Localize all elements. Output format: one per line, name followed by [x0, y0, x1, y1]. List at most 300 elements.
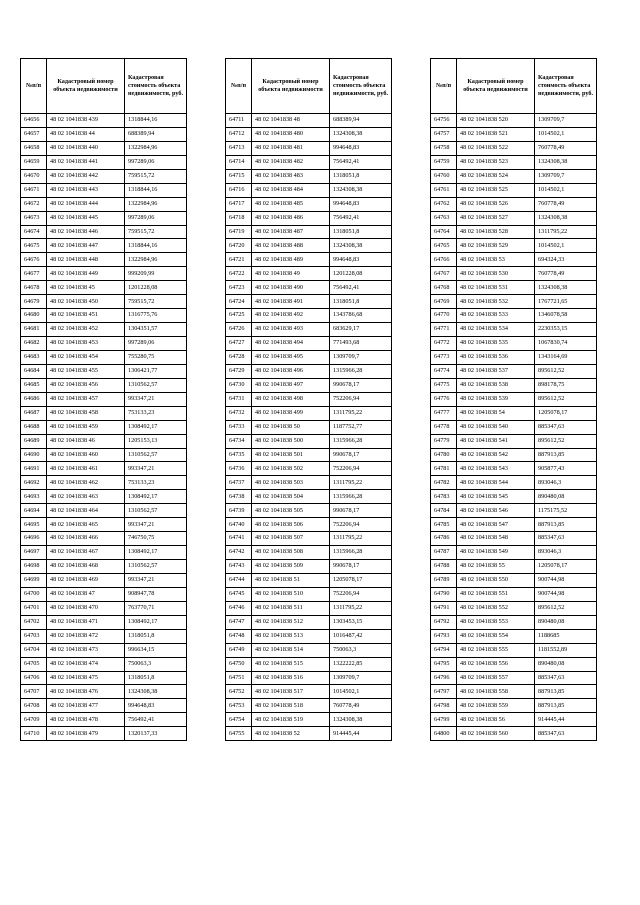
table-row	[226, 671, 392, 685]
table-row	[21, 601, 187, 615]
cell-num: 64760	[431, 169, 457, 183]
table-row	[21, 211, 187, 225]
cell-cost: 900744,98	[535, 573, 597, 587]
cell-num: 64659	[21, 155, 47, 169]
table-row	[431, 253, 597, 267]
cell-num: 64757	[431, 127, 457, 141]
cell-num: 64789	[431, 573, 457, 587]
cell-cadnum: 48 02 1041838 486	[252, 211, 330, 225]
table-row	[226, 295, 392, 309]
cell-cost: 1311795,22	[330, 476, 392, 490]
cell-num: 64730	[226, 378, 252, 392]
cell-num: 64657	[21, 127, 47, 141]
cell-num: 64699	[21, 573, 47, 587]
cell-cadnum: 48 02 1041838 451	[47, 309, 125, 323]
cell-cadnum: 48 02 1041838 492	[252, 309, 330, 323]
cell-cadnum: 48 02 1041838 491	[252, 295, 330, 309]
cell-cadnum: 48 02 1041838 471	[47, 615, 125, 629]
cell-cost: 1306421,77	[125, 364, 187, 378]
cell-cost: 1346078,58	[535, 309, 597, 323]
table-row	[21, 281, 187, 295]
cell-cadnum: 48 02 1041838 536	[457, 350, 535, 364]
cell-cadnum: 48 02 1041838 559	[457, 699, 535, 713]
cell-cost: 2230353,15	[535, 323, 597, 337]
table-row	[226, 490, 392, 504]
cell-cost: 1187752,77	[330, 420, 392, 434]
cell-cadnum: 48 02 1041838 545	[457, 490, 535, 504]
cell-cadnum: 48 02 1041838 468	[47, 560, 125, 574]
cell-num: 64773	[431, 350, 457, 364]
cell-cadnum: 48 02 1041838 516	[252, 671, 330, 685]
cell-cost: 753133,23	[125, 476, 187, 490]
cell-cadnum: 48 02 1041838 509	[252, 560, 330, 574]
table-row	[431, 378, 597, 392]
cell-cadnum: 48 02 1041838 531	[457, 281, 535, 295]
cell-cadnum: 48 02 1041838 494	[252, 337, 330, 351]
table-row	[21, 350, 187, 364]
cell-cadnum: 48 02 1041838 478	[47, 713, 125, 727]
table-row	[21, 615, 187, 629]
cell-cost: 999209,99	[125, 267, 187, 281]
cell-num: 64720	[226, 239, 252, 253]
cell-num: 64781	[431, 462, 457, 476]
cell-num: 64671	[21, 183, 47, 197]
cell-cadnum: 48 02 1041838 510	[252, 587, 330, 601]
table-row	[226, 629, 392, 643]
cell-cadnum: 48 02 1041838 480	[252, 127, 330, 141]
cell-num: 64746	[226, 601, 252, 615]
table-header-row	[226, 59, 392, 114]
table-row	[21, 727, 187, 741]
cell-num: 64737	[226, 476, 252, 490]
cell-num: 64688	[21, 420, 47, 434]
cell-num: 64681	[21, 323, 47, 337]
cell-num: 64715	[226, 169, 252, 183]
cell-cadnum: 48 02 1041838 450	[47, 295, 125, 309]
cell-cadnum: 48 02 1041838 528	[457, 225, 535, 239]
cell-cadnum: 48 02 1041838 55	[457, 560, 535, 574]
table-row	[431, 420, 597, 434]
cell-cost: 887913,85	[535, 518, 597, 532]
cell-cadnum: 48 02 1041838 444	[47, 197, 125, 211]
cell-cost: 1309709,7	[535, 169, 597, 183]
table-row	[431, 114, 597, 128]
cell-num: 64750	[226, 657, 252, 671]
cell-cost: 750063,3	[330, 643, 392, 657]
cell-cadnum: 48 02 1041838 549	[457, 546, 535, 560]
cell-num: 64703	[21, 629, 47, 643]
cell-cost: 1310562,57	[125, 448, 187, 462]
cell-cost: 895612,52	[535, 392, 597, 406]
cell-cadnum: 48 02 1041838 543	[457, 462, 535, 476]
cell-cost: 753133,23	[125, 406, 187, 420]
cell-num: 64759	[431, 155, 457, 169]
cell-cost: 1205153,13	[125, 434, 187, 448]
table-row	[431, 587, 597, 601]
cell-num: 64799	[431, 713, 457, 727]
cell-cost: 1318051,8	[330, 169, 392, 183]
cell-num: 64727	[226, 337, 252, 351]
cell-cadnum: 48 02 1041838 515	[252, 657, 330, 671]
cell-num: 64755	[226, 727, 252, 741]
cell-num: 64733	[226, 420, 252, 434]
cell-cadnum: 48 02 1041838 458	[47, 406, 125, 420]
cell-cost: 914445,44	[535, 713, 597, 727]
cell-cadnum: 48 02 1041838 512	[252, 615, 330, 629]
cell-num: 64780	[431, 448, 457, 462]
table-row	[431, 615, 597, 629]
table-row	[21, 364, 187, 378]
cell-cadnum: 48 02 1041838 525	[457, 183, 535, 197]
cell-cost: 890480,08	[535, 490, 597, 504]
table-row	[21, 337, 187, 351]
table-row	[21, 253, 187, 267]
cell-cadnum: 48 02 1041838 461	[47, 462, 125, 476]
cell-cost: 760778,49	[535, 197, 597, 211]
cell-cost: 1067830,74	[535, 337, 597, 351]
table-row	[226, 323, 392, 337]
table-row	[431, 727, 597, 741]
cell-cadnum: 48 02 1041838 544	[457, 476, 535, 490]
table-row	[226, 239, 392, 253]
cell-cadnum: 48 02 1041838 489	[252, 253, 330, 267]
cell-num: 64680	[21, 309, 47, 323]
table-row	[431, 560, 597, 574]
cell-cost: 752206,94	[330, 587, 392, 601]
cell-cadnum: 48 02 1041838 507	[252, 532, 330, 546]
cell-cost: 890480,08	[535, 615, 597, 629]
cell-num: 64736	[226, 462, 252, 476]
cell-cadnum: 48 02 1041838 554	[457, 629, 535, 643]
header-cost: Кадастровая стоимость объекта недвижимости, руб.	[125, 59, 187, 114]
cell-cost: 1322984,96	[125, 253, 187, 267]
cell-cost: 1309709,7	[535, 114, 597, 128]
table-row	[226, 462, 392, 476]
table-body	[21, 114, 187, 741]
cell-num: 64686	[21, 392, 47, 406]
cell-num: 64747	[226, 615, 252, 629]
cell-cadnum: 48 02 1041838 493	[252, 323, 330, 337]
cell-cadnum: 48 02 1041838 551	[457, 587, 535, 601]
cell-cadnum: 48 02 1041838 537	[457, 364, 535, 378]
cell-num: 64695	[21, 518, 47, 532]
cell-cadnum: 48 02 1041838 520	[457, 114, 535, 128]
cell-cost: 1767721,65	[535, 295, 597, 309]
table-row	[226, 518, 392, 532]
cell-cadnum: 48 02 1041838 462	[47, 476, 125, 490]
cell-cost: 1309709,7	[330, 671, 392, 685]
cell-cadnum: 48 02 1041838 558	[457, 685, 535, 699]
cell-cadnum: 48 02 1041838 495	[252, 350, 330, 364]
cell-cost: 1322984,96	[125, 197, 187, 211]
table-row	[431, 490, 597, 504]
cell-cost: 760778,49	[330, 699, 392, 713]
cadastre-table-2	[225, 58, 392, 741]
table-row	[431, 309, 597, 323]
cell-cadnum: 48 02 1041838 51	[252, 573, 330, 587]
cell-num: 64770	[431, 309, 457, 323]
cell-cost: 1318844,16	[125, 183, 187, 197]
cell-cost: 993347,21	[125, 518, 187, 532]
cell-cadnum: 48 02 1041838 553	[457, 615, 535, 629]
cell-cost: 993347,21	[125, 392, 187, 406]
cell-cadnum: 48 02 1041838 481	[252, 141, 330, 155]
cell-num: 64798	[431, 699, 457, 713]
table-row	[226, 337, 392, 351]
table-row	[431, 211, 597, 225]
cell-cadnum: 48 02 1041838 498	[252, 392, 330, 406]
cell-cadnum: 48 02 1041838 454	[47, 350, 125, 364]
cell-cost: 1309709,7	[330, 350, 392, 364]
table-row	[226, 699, 392, 713]
cell-cadnum: 48 02 1041838 548	[457, 532, 535, 546]
table-row	[431, 699, 597, 713]
cell-num: 64711	[226, 114, 252, 128]
cell-cadnum: 48 02 1041838 488	[252, 239, 330, 253]
cell-cadnum: 48 02 1041838 472	[47, 629, 125, 643]
cell-cadnum: 48 02 1041838 557	[457, 671, 535, 685]
table-row	[226, 713, 392, 727]
table-row	[226, 141, 392, 155]
cell-cost: 759515,72	[125, 225, 187, 239]
cell-cost: 752206,94	[330, 518, 392, 532]
table-row	[21, 378, 187, 392]
cell-cost: 1315966,28	[330, 546, 392, 560]
table-header-row	[431, 59, 597, 114]
cell-cost: 1322222,85	[330, 657, 392, 671]
cell-cost: 885347,63	[535, 727, 597, 741]
cell-cadnum: 48 02 1041838 50	[252, 420, 330, 434]
cell-num: 64788	[431, 560, 457, 574]
cell-cost: 756492,41	[330, 211, 392, 225]
cell-num: 64705	[21, 657, 47, 671]
cell-cost: 688389,94	[330, 114, 392, 128]
cell-num: 64774	[431, 364, 457, 378]
cell-cadnum: 48 02 1041838 467	[47, 546, 125, 560]
table-row	[431, 643, 597, 657]
table-row	[21, 155, 187, 169]
cell-cost: 771493,68	[330, 337, 392, 351]
table-row	[226, 364, 392, 378]
cell-cadnum: 48 02 1041838 473	[47, 643, 125, 657]
table-row	[226, 476, 392, 490]
cell-cost: 1205078,17	[535, 560, 597, 574]
cell-cost: 1014502,1	[330, 685, 392, 699]
cell-cost: 1316775,76	[125, 309, 187, 323]
cell-cadnum: 48 02 1041838 499	[252, 406, 330, 420]
table-row	[431, 448, 597, 462]
table-row	[226, 406, 392, 420]
cell-num: 64721	[226, 253, 252, 267]
cell-cadnum: 48 02 1041838 54	[457, 406, 535, 420]
cell-cost: 1205078,17	[330, 573, 392, 587]
cell-cadnum: 48 02 1041838 547	[457, 518, 535, 532]
cell-cost: 1308492,17	[125, 615, 187, 629]
cell-cadnum: 48 02 1041838 541	[457, 434, 535, 448]
table-row	[226, 127, 392, 141]
cell-num: 64786	[431, 532, 457, 546]
table-row	[21, 448, 187, 462]
cell-cost: 1324308,38	[535, 155, 597, 169]
cell-cadnum: 48 02 1041838 517	[252, 685, 330, 699]
cell-num: 64684	[21, 364, 47, 378]
table-row	[226, 267, 392, 281]
cell-cadnum: 48 02 1041838 508	[252, 546, 330, 560]
cell-cost: 997289,06	[125, 337, 187, 351]
table-row	[431, 713, 597, 727]
cell-cadnum: 48 02 1041838 502	[252, 462, 330, 476]
cell-cost: 1318844,16	[125, 114, 187, 128]
cell-num: 64797	[431, 685, 457, 699]
cell-cadnum: 48 02 1041838 534	[457, 323, 535, 337]
cell-num: 64784	[431, 504, 457, 518]
cell-cost: 905877,43	[535, 462, 597, 476]
table-row	[226, 253, 392, 267]
cell-num: 64696	[21, 532, 47, 546]
cell-cost: 752206,94	[330, 462, 392, 476]
header-cost: Кадастровая стоимость объекта недвижимости, руб.	[535, 59, 597, 114]
cell-num: 64678	[21, 281, 47, 295]
cell-cadnum: 48 02 1041838 479	[47, 727, 125, 741]
table-row	[21, 643, 187, 657]
table-row	[226, 587, 392, 601]
cell-cadnum: 48 02 1041838 464	[47, 504, 125, 518]
cell-cadnum: 48 02 1041838 457	[47, 392, 125, 406]
cell-cost: 1322984,96	[125, 141, 187, 155]
cell-cadnum: 48 02 1041838 443	[47, 183, 125, 197]
cell-cadnum: 48 02 1041838 529	[457, 239, 535, 253]
table-row	[226, 657, 392, 671]
cell-num: 64775	[431, 378, 457, 392]
cell-cost: 1304351,57	[125, 323, 187, 337]
cell-num: 64777	[431, 406, 457, 420]
cell-num: 64693	[21, 490, 47, 504]
cell-cadnum: 48 02 1041838 482	[252, 155, 330, 169]
table-row	[226, 183, 392, 197]
cell-num: 64728	[226, 350, 252, 364]
cell-num: 64739	[226, 504, 252, 518]
table-row	[226, 225, 392, 239]
cell-num: 64779	[431, 434, 457, 448]
table-row	[431, 267, 597, 281]
cell-num: 64765	[431, 239, 457, 253]
table-header-row	[21, 59, 187, 114]
cell-cadnum: 48 02 1041838 439	[47, 114, 125, 128]
cell-num: 64748	[226, 629, 252, 643]
cell-cost: 1311795,22	[330, 406, 392, 420]
cell-num: 64783	[431, 490, 457, 504]
cell-num: 64796	[431, 671, 457, 685]
table-row	[21, 267, 187, 281]
cell-cost: 885347,63	[535, 532, 597, 546]
cell-cost: 993347,21	[125, 573, 187, 587]
table-row	[226, 197, 392, 211]
cell-cost: 1311795,22	[330, 601, 392, 615]
cell-cadnum: 48 02 1041838 539	[457, 392, 535, 406]
cell-cadnum: 48 02 1041838 456	[47, 378, 125, 392]
cell-cost: 885347,63	[535, 671, 597, 685]
cell-cadnum: 48 02 1041838 552	[457, 601, 535, 615]
table-row	[431, 183, 597, 197]
cell-cost: 1181552,89	[535, 643, 597, 657]
table-row	[21, 532, 187, 546]
header-num: №п/п	[226, 59, 252, 114]
cell-cadnum: 48 02 1041838 524	[457, 169, 535, 183]
table-row	[21, 309, 187, 323]
cell-cost: 914445,44	[330, 727, 392, 741]
cell-num: 64676	[21, 253, 47, 267]
cell-cost: 994648,83	[330, 253, 392, 267]
cell-num: 64778	[431, 420, 457, 434]
cell-num: 64683	[21, 350, 47, 364]
cell-cadnum: 48 02 1041838 496	[252, 364, 330, 378]
cell-cadnum: 48 02 1041838 46	[47, 434, 125, 448]
cell-num: 64793	[431, 629, 457, 643]
table-row	[431, 281, 597, 295]
cell-cadnum: 48 02 1041838 440	[47, 141, 125, 155]
cell-cadnum: 48 02 1041838 503	[252, 476, 330, 490]
cell-num: 64726	[226, 323, 252, 337]
table-row	[21, 225, 187, 239]
cell-num: 64795	[431, 657, 457, 671]
cell-cost: 1324308,38	[125, 685, 187, 699]
table-row	[226, 155, 392, 169]
cell-cadnum: 48 02 1041838 474	[47, 657, 125, 671]
cell-cadnum: 48 02 1041838 521	[457, 127, 535, 141]
cell-cadnum: 48 02 1041838 485	[252, 197, 330, 211]
cell-num: 64743	[226, 560, 252, 574]
table-row	[431, 406, 597, 420]
table-row	[226, 392, 392, 406]
table-row	[226, 448, 392, 462]
cell-cost: 1343786,68	[330, 309, 392, 323]
cell-cadnum: 48 02 1041838 448	[47, 253, 125, 267]
table-row	[21, 685, 187, 699]
table-row	[431, 685, 597, 699]
table-row	[431, 532, 597, 546]
cell-cadnum: 48 02 1041838 490	[252, 281, 330, 295]
table-row	[226, 434, 392, 448]
table-row	[226, 350, 392, 364]
cell-num: 64762	[431, 197, 457, 211]
cell-num: 64763	[431, 211, 457, 225]
cell-num: 64745	[226, 587, 252, 601]
cell-cost: 1324308,38	[535, 211, 597, 225]
cell-num: 64702	[21, 615, 47, 629]
cell-num: 64776	[431, 392, 457, 406]
cell-cadnum: 48 02 1041838 522	[457, 141, 535, 155]
cell-cadnum: 48 02 1041838 540	[457, 420, 535, 434]
cell-num: 64738	[226, 490, 252, 504]
cell-cadnum: 48 02 1041838 466	[47, 532, 125, 546]
table-row	[226, 309, 392, 323]
cell-cost: 1324308,38	[330, 127, 392, 141]
cell-num: 64710	[21, 727, 47, 741]
cell-cost: 759515,72	[125, 295, 187, 309]
table-row	[21, 183, 187, 197]
table-row	[21, 392, 187, 406]
table-row	[431, 629, 597, 643]
table-row	[226, 601, 392, 615]
cell-cost: 1308492,17	[125, 490, 187, 504]
cell-cadnum: 48 02 1041838 459	[47, 420, 125, 434]
header-cost: Кадастровая стоимость объекта недвижимости, руб.	[330, 59, 392, 114]
table-row	[431, 462, 597, 476]
cell-cadnum: 48 02 1041838 49	[252, 267, 330, 281]
table-row	[431, 350, 597, 364]
header-cadnum: Кадастровый номер объекта недвижимости	[47, 59, 125, 114]
cell-cost: 1310562,57	[125, 378, 187, 392]
